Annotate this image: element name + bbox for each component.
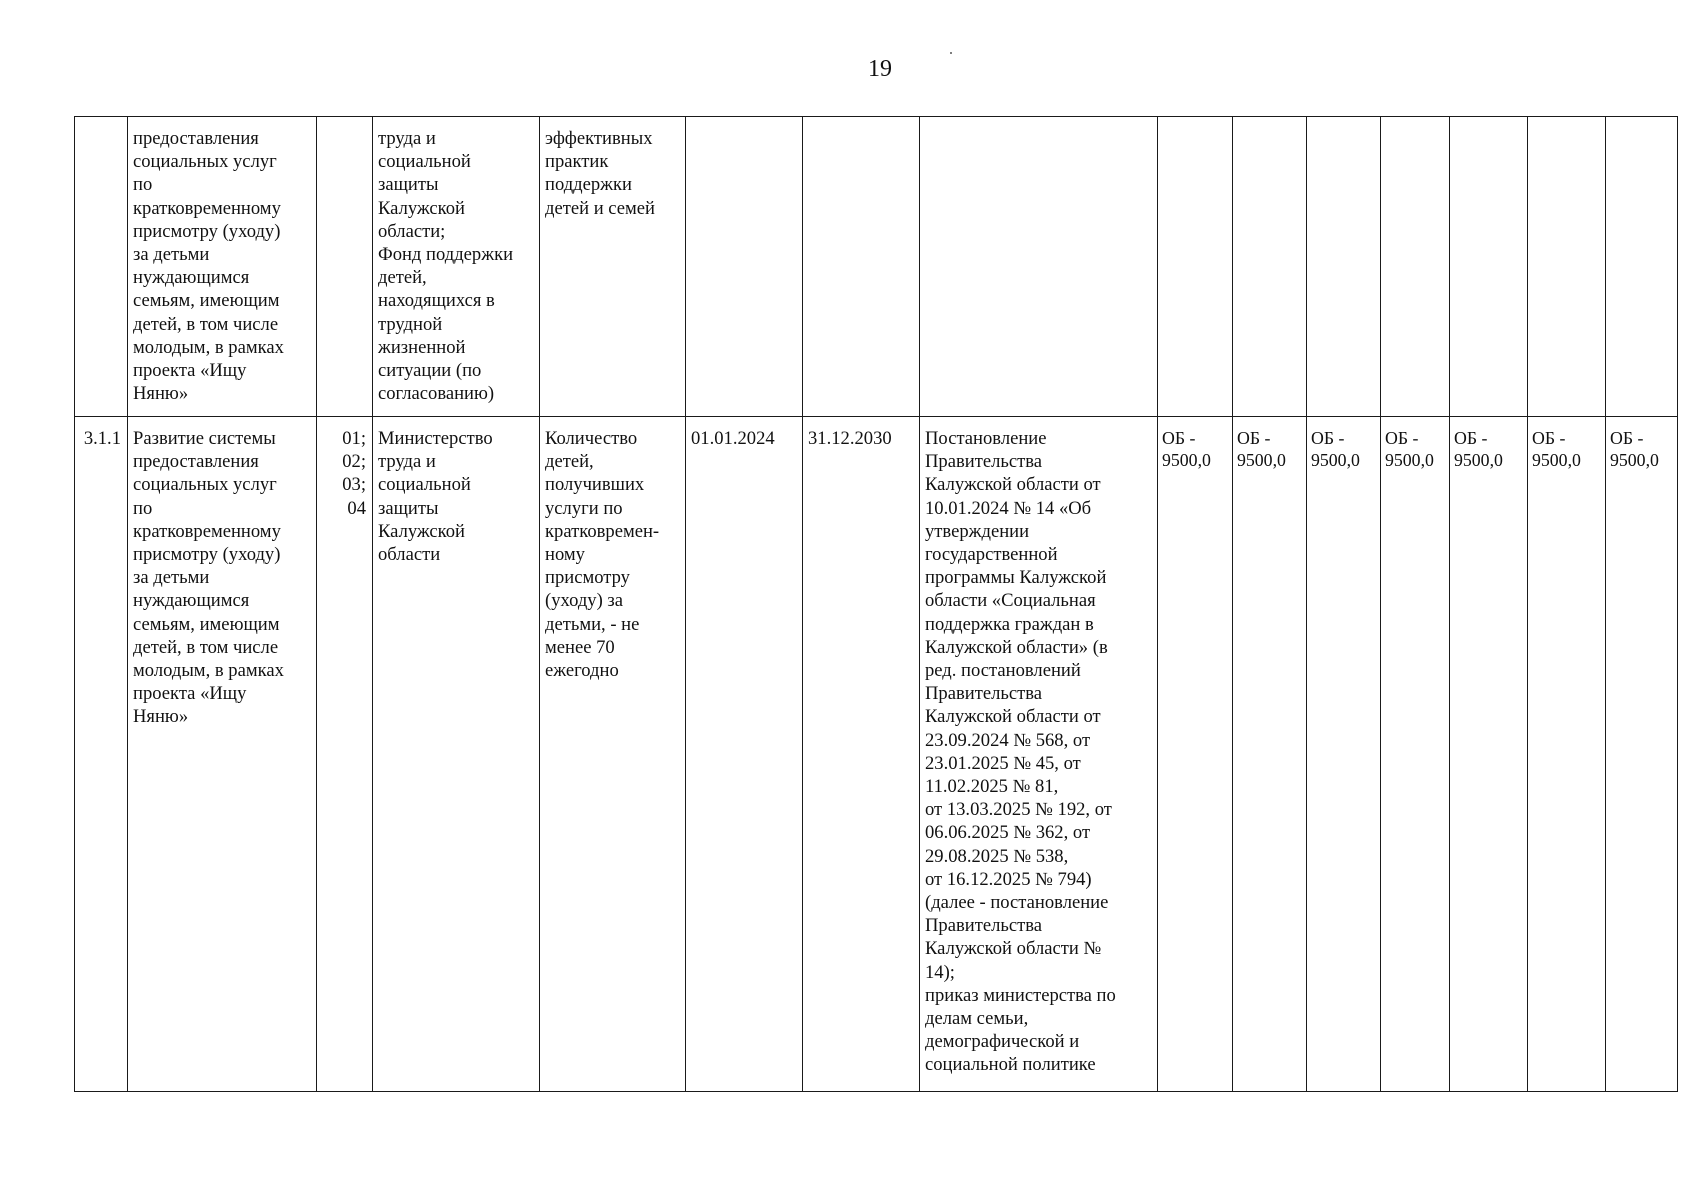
cell-result: Количество детей, получивших услуги по кратковремен- ному присмотру (уходу) за детьми, - не менее 70 ежегодно	[540, 417, 686, 1092]
cell-funding: ОБ - 9500,0	[1450, 417, 1528, 1092]
cell-funding	[1528, 117, 1606, 417]
table-row	[75, 417, 1678, 1092]
cell-start-date	[686, 117, 803, 417]
cell-end-date: 31.12.2030	[803, 417, 920, 1092]
cell-number	[75, 117, 128, 417]
cell-funding: ОБ - 9500,0	[1233, 417, 1307, 1092]
cell-executor: Министерство труда и социальной защиты Калужской области	[373, 417, 540, 1092]
measures-table	[74, 116, 1678, 1092]
cell-funding: ОБ - 9500,0	[1307, 417, 1381, 1092]
cell-legal-basis	[920, 117, 1158, 417]
cell-funding	[1158, 117, 1233, 417]
scan-speck	[950, 52, 952, 54]
table-row	[75, 117, 1678, 417]
cell-funding	[1307, 117, 1381, 417]
cell-funding: ОБ - 9500,0	[1381, 417, 1450, 1092]
cell-start-date: 01.01.2024	[686, 417, 803, 1092]
cell-funding: ОБ - 9500,0	[1528, 417, 1606, 1092]
cell-end-date	[803, 117, 920, 417]
cell-funding	[1233, 117, 1307, 417]
cell-funding: ОБ - 9500,0	[1158, 417, 1233, 1092]
cell-measure-name: Развитие системы предоставления социальных услуг по кратковременному присмотру (уходу) за детьми нуждающимся семьям, имеющим детей, в том числе молодым, в рамках проекта «Ищу Няню»	[128, 417, 317, 1092]
cell-funding	[1381, 117, 1450, 417]
cell-funding	[1606, 117, 1678, 417]
page-number: 19	[868, 56, 892, 82]
cell-codes	[317, 117, 373, 417]
cell-number: 3.1.1	[75, 417, 128, 1092]
cell-legal-basis: Постановление Правительства Калужской области от 10.01.2024 № 14 «Об утверждении государственной программы Калужской области «Социальная поддержка граждан в Калужской области» (в ред. постановлений Правительства Калужской области от 23.09.2024 № 568, от 23.01.2025 № 45, от 11.02.2025 № 81, от 13.03.2025 № 192, от 06.06.2025 № 362, от 29.08.2025 № 538, от 16.12.2025 № 794) (далее - постановление Правительства Калужской области № 14); приказ министерства по делам семьи, демографической и социальной политике	[920, 417, 1158, 1092]
cell-funding: ОБ - 9500,0	[1606, 417, 1678, 1092]
cell-result: эффективных практик поддержки детей и семей	[540, 117, 686, 417]
cell-executor: труда и социальной защиты Калужской области; Фонд поддержки детей, находящихся в трудной жизненной ситуации (по согласованию)	[373, 117, 540, 417]
cell-codes: 01; 02; 03; 04	[317, 417, 373, 1092]
cell-measure-name: предоставления социальных услуг по кратковременному присмотру (уходу) за детьми нуждающимся семьям, имеющим детей, в том числе молодым, в рамках проекта «Ищу Няню»	[128, 117, 317, 417]
cell-funding	[1450, 117, 1528, 417]
